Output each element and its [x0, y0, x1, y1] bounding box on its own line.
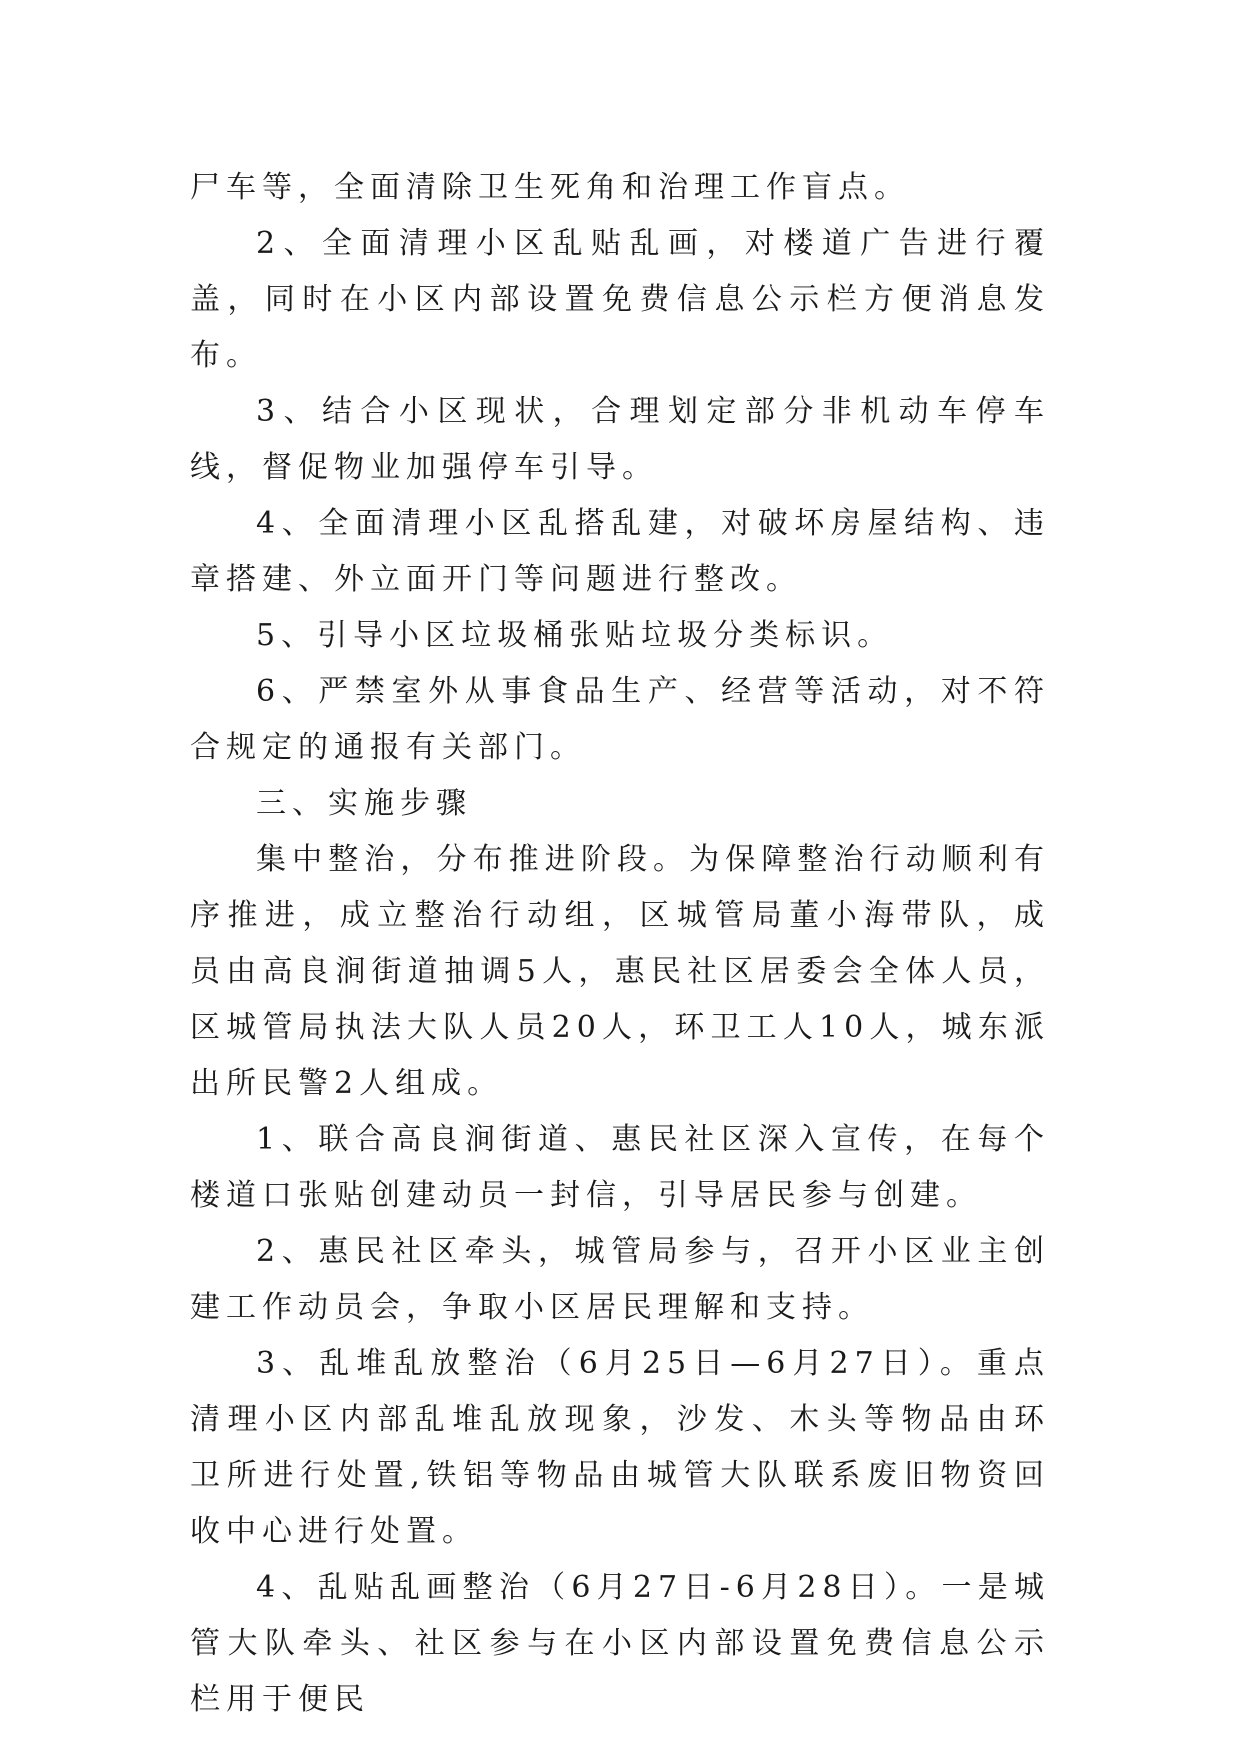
paragraph-item-4-illegal-construction: 4、全面清理小区乱搭乱建，对破坏房屋结构、违章搭建、外立面开门等问题进行整改。	[190, 506, 1050, 597]
paragraph-item-2-posters: 2、全面清理小区乱贴乱画，对楼道广告进行覆盖，同时在小区内部设置免费信息公示栏方便消息发布。	[190, 226, 1050, 373]
paragraph-item-5-garbage: 5、引导小区垃圾桶张贴垃圾分类标识。	[256, 618, 894, 653]
paragraph-step-2-mobilization: 2、惠民社区牵头，城管局参与，召开小区业主创建工作动员会，争取小区居民理解和支持。	[190, 1234, 1050, 1325]
paragraph-concentrated-rectification: 集中整治，分布推进阶段。为保障整治行动顺利有序推进，成立整治行动组，区城管局董小海带队，成员由高良涧街道抽调5人，惠民社区居委会全体人员，区城管局执法大队人员20人，环卫工人10人，城东派出所民警2人组成。	[190, 842, 1050, 1101]
paragraph-item-3-parking: 3、结合小区现状，合理划定部分非机动车停车线，督促物业加强停车引导。	[190, 394, 1050, 485]
paragraph-item-6-food: 6、严禁室外从事食品生产、经营等活动，对不符合规定的通报有关部门。	[190, 674, 1050, 765]
paragraph-step-4-posters: 4、乱贴乱画整治（6月27日-6月28日）。一是城管大队牵头、社区参与在小区内部设置免费信息公示栏用于便民	[190, 1570, 1050, 1717]
paragraph-continuation: 尸车等，全面清除卫生死角和治理工作盲点。	[190, 170, 910, 205]
document-body	[190, 160, 1050, 1728]
paragraph-step-3-clutter: 3、乱堆乱放整治（6月25日—6月27日）。重点清理小区内部乱堆乱放现象，沙发、木头等物品由环卫所进行处置,铁铝等物品由城管大队联系废旧物资回收中心进行处置。	[190, 1346, 1050, 1549]
section-heading-implementation-steps: 三、实施步骤	[256, 786, 472, 821]
paragraph-step-1-publicity: 1、联合高良涧街道、惠民社区深入宣传，在每个楼道口张贴创建动员一封信，引导居民参与创建。	[190, 1122, 1050, 1213]
